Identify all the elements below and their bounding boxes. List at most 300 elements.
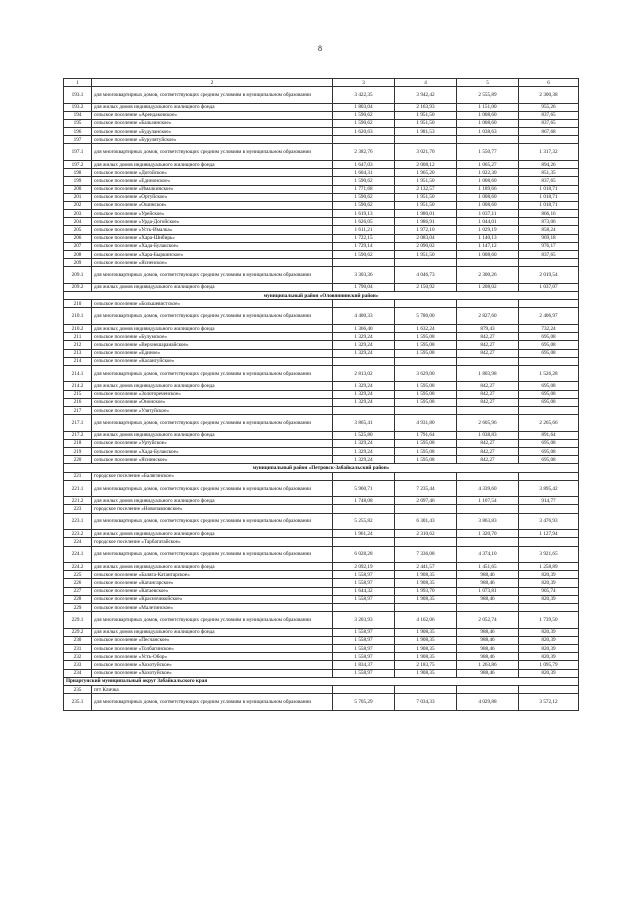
value-cell <box>395 259 457 267</box>
value-cell: 858,24 <box>519 226 579 234</box>
table-row <box>64 210 579 218</box>
table-row <box>64 234 579 242</box>
table-row <box>64 398 579 406</box>
row-name: сельское поселение «Большевистское» <box>92 300 333 308</box>
row-name: для многоквартирных домов, соответствующих средним условиям в муниципальном образовании <box>92 612 333 629</box>
row-name: для многоквартирных домов, соответствующих средним условиям в муниципальном образовании <box>92 144 333 161</box>
section-row <box>64 292 579 300</box>
table-row <box>64 308 579 325</box>
value-cell: 2 310,62 <box>395 530 457 538</box>
value-cell: 4 400,33 <box>333 308 395 325</box>
row-number: 210 <box>64 300 92 308</box>
table-row <box>64 497 579 505</box>
table-row <box>64 431 579 439</box>
value-cell: 695,08 <box>519 382 579 390</box>
row-number: 228 <box>64 595 92 603</box>
value-cell <box>333 300 395 308</box>
value-cell <box>333 406 395 414</box>
row-name: сельское поселение «Хара-Шибирь» <box>92 234 333 242</box>
row-name: сельское поселение «Ононское» <box>92 398 333 406</box>
table-row <box>64 603 579 611</box>
value-cell: 1 558,97 <box>333 653 395 661</box>
value-cell: 1 951,50 <box>395 111 457 119</box>
value-cell <box>519 505 579 513</box>
value-cell: 820,39 <box>519 571 579 579</box>
table-row <box>64 530 579 538</box>
row-number: 197.1 <box>64 144 92 161</box>
value-cell: 1 908,35 <box>395 579 457 587</box>
header-cell: 4 <box>395 79 457 87</box>
value-cell: 1 626,05 <box>333 218 395 226</box>
value-cell: 1 951,50 <box>395 119 457 127</box>
header-cell: 6 <box>519 79 579 87</box>
value-cell: 988,46 <box>457 653 519 661</box>
value-cell: 914,77 <box>519 497 579 505</box>
value-cell: 867,68 <box>519 128 579 136</box>
table-row <box>64 267 579 284</box>
value-cell: 2 008,12 <box>395 160 457 168</box>
value-cell: 1 008,60 <box>457 111 519 119</box>
row-number: 199 <box>64 177 92 185</box>
value-cell: 1 908,35 <box>395 669 457 677</box>
value-cell: 1 558,97 <box>333 579 395 587</box>
value-cell: 3 921,65 <box>519 546 579 563</box>
row-name: сельское поселение «Улятуйское» <box>92 406 333 414</box>
value-cell: 2 300,38 <box>519 87 579 104</box>
value-cell: 695,08 <box>519 349 579 357</box>
value-cell: 1 558,97 <box>333 669 395 677</box>
table-row <box>64 349 579 357</box>
table-row <box>64 563 579 571</box>
value-cell: 1 029,19 <box>457 226 519 234</box>
value-cell: 842,27 <box>457 333 519 341</box>
row-number: 229.1 <box>64 612 92 629</box>
value-cell: 2 083,04 <box>395 234 457 242</box>
row-name: сельское поселение «Малетинское» <box>92 603 333 611</box>
value-cell: 2 406,97 <box>519 308 579 325</box>
value-cell: 1 558,97 <box>333 595 395 603</box>
row-name: сельское поселение «Красночикойское» <box>92 595 333 603</box>
value-cell <box>333 685 395 693</box>
table-row <box>64 169 579 177</box>
tariff-table <box>63 78 579 711</box>
value-cell: 1 595,08 <box>395 341 457 349</box>
table-row <box>64 448 579 456</box>
row-number: 234 <box>64 669 92 677</box>
row-name: сельское поселение «Калангуйское» <box>92 357 333 365</box>
table-row <box>64 685 579 693</box>
table-row <box>64 119 579 127</box>
value-cell: 1 965,20 <box>395 169 457 177</box>
row-name: сельское поселение «Усть-Ималка» <box>92 226 333 234</box>
value-cell: 1 451,65 <box>457 563 519 571</box>
header-cell: 2 <box>92 79 333 87</box>
header-cell: 5 <box>457 79 519 87</box>
value-cell: 3 303,36 <box>333 267 395 284</box>
row-name: для многоквартирных домов, соответствующих средним условиям в муниципальном образовании <box>92 267 333 284</box>
value-cell: 3 942,42 <box>395 87 457 104</box>
row-name: для многоквартирных домов, соответствующих средним условиям в муниципальном образовании <box>92 513 333 530</box>
value-cell: 1 329,24 <box>333 439 395 447</box>
value-cell: 1 729,14 <box>333 242 395 250</box>
row-name: сельское поселение «Ортуйское» <box>92 193 333 201</box>
value-cell: 1 739,50 <box>519 612 579 629</box>
row-number: 217.2 <box>64 431 92 439</box>
value-cell: 1 008,60 <box>457 251 519 259</box>
row-name: сельское поселение «Бальзинское» <box>92 119 333 127</box>
table-row <box>64 595 579 603</box>
row-name: городское поселение «Тарбагатайское» <box>92 538 333 546</box>
table-row <box>64 103 579 111</box>
value-cell: 5 960,71 <box>333 480 395 497</box>
value-cell <box>457 357 519 365</box>
row-number: 201 <box>64 193 92 201</box>
row-number: 214 <box>64 357 92 365</box>
value-cell: 1 140,13 <box>457 234 519 242</box>
row-name: сельское поселение «Усть-Обор» <box>92 653 333 661</box>
value-cell <box>333 357 395 365</box>
row-number: 225 <box>64 571 92 579</box>
table-row <box>64 480 579 497</box>
value-cell: 1 151,00 <box>457 103 519 111</box>
value-cell: 695,08 <box>519 448 579 456</box>
row-number: 207 <box>64 242 92 250</box>
row-number: 223 <box>64 505 92 513</box>
value-cell: 2 150,92 <box>395 283 457 291</box>
value-cell <box>395 472 457 480</box>
value-cell: 1 073,81 <box>457 587 519 595</box>
value-cell: 1 018,71 <box>519 201 579 209</box>
value-cell: 3 021,70 <box>395 144 457 161</box>
value-cell: 695,08 <box>519 333 579 341</box>
row-name: сельское поселение «Яснинское» <box>92 456 333 464</box>
value-cell: 1 329,24 <box>333 398 395 406</box>
row-name: пгт Кличка <box>92 685 333 693</box>
value-cell: 842,27 <box>457 439 519 447</box>
value-cell: 820,39 <box>519 579 579 587</box>
row-number: 217.1 <box>64 415 92 432</box>
table-row <box>64 456 579 464</box>
table-row <box>64 415 579 432</box>
value-cell: 820,39 <box>519 645 579 653</box>
row-number: 229 <box>64 603 92 611</box>
value-cell: 1 127,94 <box>519 530 579 538</box>
value-cell: 1 038,63 <box>457 128 519 136</box>
value-cell <box>395 357 457 365</box>
value-cell: 7 336,08 <box>395 546 457 563</box>
value-cell: 1 834,37 <box>333 661 395 669</box>
value-cell: 1 908,35 <box>395 595 457 603</box>
row-number: 209.2 <box>64 283 92 291</box>
value-cell: 3 572,12 <box>519 694 579 711</box>
row-name: сельское поселение «Песчанское» <box>92 636 333 644</box>
value-cell <box>395 300 457 308</box>
row-number: 210.2 <box>64 324 92 332</box>
value-cell: 3 865,41 <box>333 415 395 432</box>
value-cell: 1 095,79 <box>519 661 579 669</box>
value-cell: 4 374,10 <box>457 546 519 563</box>
table-row <box>64 406 579 414</box>
value-cell: 3 422,35 <box>333 87 395 104</box>
row-name: для жилых домов индивидуального жилищного фонда <box>92 431 333 439</box>
row-number: 200 <box>64 185 92 193</box>
value-cell: 1 595,08 <box>395 448 457 456</box>
table-row <box>64 382 579 390</box>
value-cell: 1 803,04 <box>333 103 395 111</box>
value-cell: 1 771,68 <box>333 185 395 193</box>
value-cell: 3 863,83 <box>457 513 519 530</box>
row-number: 223.2 <box>64 530 92 538</box>
value-cell: 2 555,89 <box>457 87 519 104</box>
table-row <box>64 226 579 234</box>
row-name: для многоквартирных домов, соответствующих средним условиям в муниципальном образовании <box>92 365 333 382</box>
value-cell <box>457 472 519 480</box>
row-number: 227 <box>64 587 92 595</box>
row-name: сельское поселение «Хохотуйское» <box>92 661 333 669</box>
row-number: 235 <box>64 685 92 693</box>
row-name: городское поселение «Новопавловское» <box>92 505 333 513</box>
header-cell: 3 <box>333 79 395 87</box>
value-cell: 3 476,93 <box>519 513 579 530</box>
row-name: сельское поселение «Золотореченское» <box>92 390 333 398</box>
value-cell: 1 722,15 <box>333 234 395 242</box>
value-cell: 3 203,93 <box>333 612 395 629</box>
value-cell: 891,64 <box>519 431 579 439</box>
value-cell <box>519 685 579 693</box>
row-name: для многоквартирных домов, соответствующих средним условиям в муниципальном образовании <box>92 308 333 325</box>
row-name: для жилых домов индивидуального жилищного фонда <box>92 628 333 636</box>
row-name: сельское поселение «Катаевское» <box>92 587 333 595</box>
value-cell: 837,65 <box>519 119 579 127</box>
value-cell: 1 986,91 <box>395 218 457 226</box>
row-number: 195 <box>64 119 92 127</box>
value-cell: 1 208,02 <box>457 283 519 291</box>
row-number: 218 <box>64 439 92 447</box>
value-cell: 1 908,35 <box>395 571 457 579</box>
value-cell: 894,26 <box>519 160 579 168</box>
row-number: 220 <box>64 456 92 464</box>
value-cell: 1 951,50 <box>395 251 457 259</box>
row-name: сельское поселение «Хада-Булакское» <box>92 242 333 250</box>
row-number: 231 <box>64 645 92 653</box>
value-cell <box>457 505 519 513</box>
table-row <box>64 546 579 563</box>
table-row <box>64 439 579 447</box>
value-cell: 2 097,46 <box>395 497 457 505</box>
value-cell <box>395 406 457 414</box>
value-cell <box>333 603 395 611</box>
value-cell: 837,65 <box>519 111 579 119</box>
row-name: сельское поселение «Ошинское» <box>92 201 333 209</box>
value-cell: 1 951,50 <box>395 201 457 209</box>
table-row <box>64 111 579 119</box>
value-cell: 2 827,60 <box>457 308 519 325</box>
row-name: для жилых домов индивидуального жилищного фонда <box>92 103 333 111</box>
value-cell <box>519 259 579 267</box>
row-name: сельское поселение «Верхнешаранайское» <box>92 341 333 349</box>
row-number: 229.2 <box>64 628 92 636</box>
value-cell: 879,43 <box>457 324 519 332</box>
table-row <box>64 300 579 308</box>
row-number: 224 <box>64 538 92 546</box>
row-name: сельское поселение «Урейское» <box>92 210 333 218</box>
value-cell: 1 748,08 <box>333 497 395 505</box>
value-cell: 1 803,98 <box>457 365 519 382</box>
row-name: для многоквартирных домов, соответствующих средним условиям в муниципальном образовании <box>92 87 333 104</box>
row-number: 221 <box>64 472 92 480</box>
value-cell: 1 791,64 <box>395 431 457 439</box>
table-row <box>64 324 579 332</box>
section-row <box>64 677 579 685</box>
table-row <box>64 283 579 291</box>
table-row <box>64 513 579 530</box>
value-cell <box>395 603 457 611</box>
value-cell: 695,08 <box>519 439 579 447</box>
table-row <box>64 259 579 267</box>
value-cell: 1 558,97 <box>333 645 395 653</box>
table-row <box>64 242 579 250</box>
value-cell: 1 558,97 <box>333 636 395 644</box>
table-row <box>64 201 579 209</box>
section-title: муниципальный район «Оловяннинский район» <box>64 292 579 300</box>
value-cell <box>519 357 579 365</box>
value-cell: 1 993,70 <box>395 587 457 595</box>
value-cell: 695,08 <box>519 456 579 464</box>
value-cell: 1 908,35 <box>395 628 457 636</box>
value-cell: 2 132,57 <box>395 185 457 193</box>
row-number: 226 <box>64 579 92 587</box>
value-cell: 1 644,32 <box>333 587 395 595</box>
value-cell <box>519 406 579 414</box>
value-cell: 1 008,60 <box>457 201 519 209</box>
value-cell: 4 029,88 <box>457 694 519 711</box>
value-cell: 820,39 <box>519 653 579 661</box>
value-cell: 6 028,28 <box>333 546 395 563</box>
value-cell: 842,27 <box>457 398 519 406</box>
value-cell: 2 813,02 <box>333 365 395 382</box>
row-name: сельское поселение «Баляга-Катангарское» <box>92 571 333 579</box>
value-cell: 1 329,24 <box>333 448 395 456</box>
row-name: сельское поселение «Единое» <box>92 349 333 357</box>
row-number: 204 <box>64 218 92 226</box>
row-number: 208 <box>64 251 92 259</box>
row-name: для жилых домов индивидуального жилищного фонда <box>92 324 333 332</box>
value-cell <box>333 259 395 267</box>
value-cell: 1 972,10 <box>395 226 457 234</box>
value-cell: 988,46 <box>457 595 519 603</box>
table-row <box>64 87 579 104</box>
value-cell: 695,08 <box>519 390 579 398</box>
value-cell <box>333 505 395 513</box>
value-cell: 1 008,60 <box>457 119 519 127</box>
table-row <box>64 612 579 629</box>
value-cell: 1 329,24 <box>333 341 395 349</box>
value-cell: 1 320,70 <box>457 530 519 538</box>
row-number: 223.1 <box>64 513 92 530</box>
value-cell: 4 931,80 <box>395 415 457 432</box>
section-row <box>64 464 579 472</box>
value-cell: 1 590,62 <box>333 201 395 209</box>
value-cell: 4 162,06 <box>395 612 457 629</box>
value-cell: 1 595,08 <box>395 456 457 464</box>
value-cell: 1 981,53 <box>395 128 457 136</box>
value-cell: 851,35 <box>519 169 579 177</box>
value-cell: 1 037,07 <box>519 283 579 291</box>
value-cell: 1 189,66 <box>457 185 519 193</box>
row-number: 214.1 <box>64 365 92 382</box>
value-cell: 695,08 <box>519 341 579 349</box>
value-cell: 988,46 <box>457 636 519 644</box>
value-cell <box>457 406 519 414</box>
value-cell: 837,65 <box>519 177 579 185</box>
table-row <box>64 193 579 201</box>
row-number: 198 <box>64 169 92 177</box>
value-cell: 1 951,50 <box>395 177 457 185</box>
row-name: сельское поселение «Уртуйское» <box>92 439 333 447</box>
row-name: для многоквартирных домов, соответствующих средним условиям в муниципальном образовании <box>92 415 333 432</box>
value-cell: 842,27 <box>457 341 519 349</box>
table-row <box>64 579 579 587</box>
value-cell: 4 046,73 <box>395 267 457 284</box>
row-name: сельское поселение «Ясненское» <box>92 259 333 267</box>
row-name: сельское поселение «Толбагинское» <box>92 645 333 653</box>
row-number: 209 <box>64 259 92 267</box>
value-cell: 2 019,54 <box>519 267 579 284</box>
table-row <box>64 472 579 480</box>
value-cell: 1 790,04 <box>333 283 395 291</box>
section-title: Приаргунский муниципальный округ Забайкальского края <box>64 677 579 685</box>
value-cell: 1 366,40 <box>333 324 395 332</box>
value-cell: 1 595,08 <box>395 382 457 390</box>
value-cell: 2 300,26 <box>457 267 519 284</box>
value-cell: 842,27 <box>457 448 519 456</box>
value-cell: 820,39 <box>519 669 579 677</box>
value-cell: 2 163,93 <box>395 103 457 111</box>
value-cell: 1 329,24 <box>333 382 395 390</box>
value-cell: 1 018,71 <box>519 193 579 201</box>
value-cell: 1 632,24 <box>395 324 457 332</box>
value-cell: 1 107,54 <box>457 497 519 505</box>
value-cell: 2 382,76 <box>333 144 395 161</box>
row-name: сельское поселение «Догойское» <box>92 169 333 177</box>
row-name: сельское поселение «Хохотуйское» <box>92 669 333 677</box>
value-cell: 3 895,42 <box>519 480 579 497</box>
row-number: 205 <box>64 226 92 234</box>
table-row <box>64 136 579 144</box>
row-name: сельское поселение «Бурулятуйское» <box>92 136 333 144</box>
header-row <box>64 79 579 87</box>
value-cell: 905,74 <box>519 587 579 595</box>
section-title: муниципальный район «Петровск-Забайкальский район» <box>64 464 579 472</box>
table-row <box>64 505 579 513</box>
value-cell: 2 605,96 <box>457 415 519 432</box>
value-cell: 1 065,27 <box>457 160 519 168</box>
row-name: для многоквартирных домов, соответствующих средним условиям в муниципальном образовании <box>92 694 333 711</box>
value-cell: 2 052,74 <box>457 612 519 629</box>
table-row <box>64 636 579 644</box>
table-row <box>64 341 579 349</box>
value-cell: 1 526,28 <box>519 365 579 382</box>
value-cell: 7 034,33 <box>395 694 457 711</box>
value-cell: 988,46 <box>457 628 519 636</box>
value-cell: 1 008,60 <box>457 177 519 185</box>
value-cell: 1 558,97 <box>333 571 395 579</box>
row-name: для жилых домов индивидуального жилищного фонда <box>92 497 333 505</box>
value-cell: 988,46 <box>457 669 519 677</box>
value-cell: 1 550,77 <box>457 144 519 161</box>
row-number: 221.1 <box>64 480 92 497</box>
value-cell: 837,65 <box>519 251 579 259</box>
